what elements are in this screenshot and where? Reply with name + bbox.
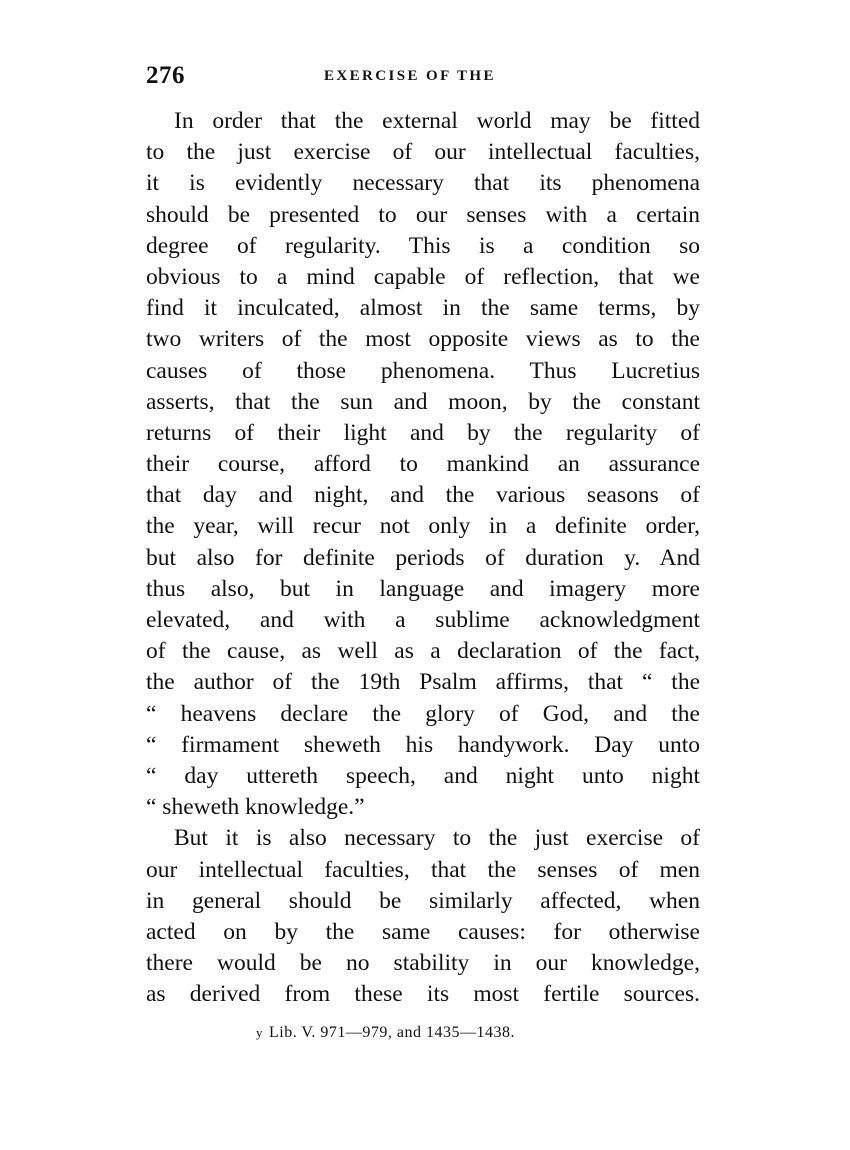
- text-line: acted on by the same causes: for otherwise: [146, 918, 700, 945]
- text-line: our intellectual faculties, that the senses of men: [146, 856, 700, 883]
- text-line: the author of the 19th Psalm affirms, that “ the: [146, 669, 700, 696]
- text-line: “ heavens declare the glory of God, and the: [146, 700, 700, 727]
- text-line: asserts, that the sun and moon, by the constant: [146, 388, 700, 415]
- text-line: causes of those phenomena. Thus Lucretius: [146, 357, 700, 384]
- paragraph: [146, 823, 700, 1010]
- text-line: “ day uttereth speech, and night unto night: [146, 762, 700, 789]
- text-line: there would be no stability in our knowledge,: [146, 950, 700, 977]
- text-line: thus also, but in language and imagery more: [146, 575, 700, 602]
- text-line: in general should be similarly affected, when: [146, 887, 700, 914]
- text-line: of the cause, as well as a declaration of the fact,: [146, 638, 700, 665]
- text-line: degree of regularity. This is a condition so: [146, 232, 700, 259]
- text-line: to the just exercise of our intellectual faculties,: [146, 139, 700, 166]
- text-line: obvious to a mind capable of reflection, that we: [146, 263, 700, 290]
- footnote-text: Lib. V. 971—979, and 1435—1438.: [269, 1024, 516, 1041]
- text-line: returns of their light and by the regularity of: [146, 419, 700, 446]
- text-line: their course, afford to mankind an assurance: [146, 451, 700, 478]
- text-line: that day and night, and the various seasons of: [146, 482, 700, 509]
- text-line: find it inculcated, almost in the same terms, by: [146, 295, 700, 322]
- footnote: [256, 1024, 515, 1042]
- text-line: elevated, and with a sublime acknowledgment: [146, 607, 700, 633]
- page-number: 276: [146, 62, 185, 89]
- running-head: [146, 62, 700, 92]
- text-line: In order that the external world may be fitted: [174, 108, 700, 134]
- body-text: [146, 106, 700, 1010]
- text-line: but also for definite periods of duration y. And: [146, 544, 700, 571]
- footnote-mark: y: [256, 1025, 263, 1040]
- text-line: should be presented to our senses with a certain: [146, 201, 700, 228]
- text-line: “ firmament sheweth his handywork. Day unto: [146, 731, 700, 758]
- paragraph: [146, 106, 700, 823]
- text-line: as derived from these its most fertile sources.: [146, 981, 700, 1008]
- text-line: “ sheweth knowledge.”: [146, 794, 365, 821]
- text-line: two writers of the most opposite views as to the: [146, 326, 700, 353]
- text-line: it is evidently necessary that its phenomena: [146, 170, 700, 197]
- text-line: But it is also necessary to the just exercise of: [174, 825, 700, 852]
- text-line: the year, will recur not only in a definite order,: [146, 513, 700, 540]
- running-title: EXERCISE OF THE: [324, 68, 496, 84]
